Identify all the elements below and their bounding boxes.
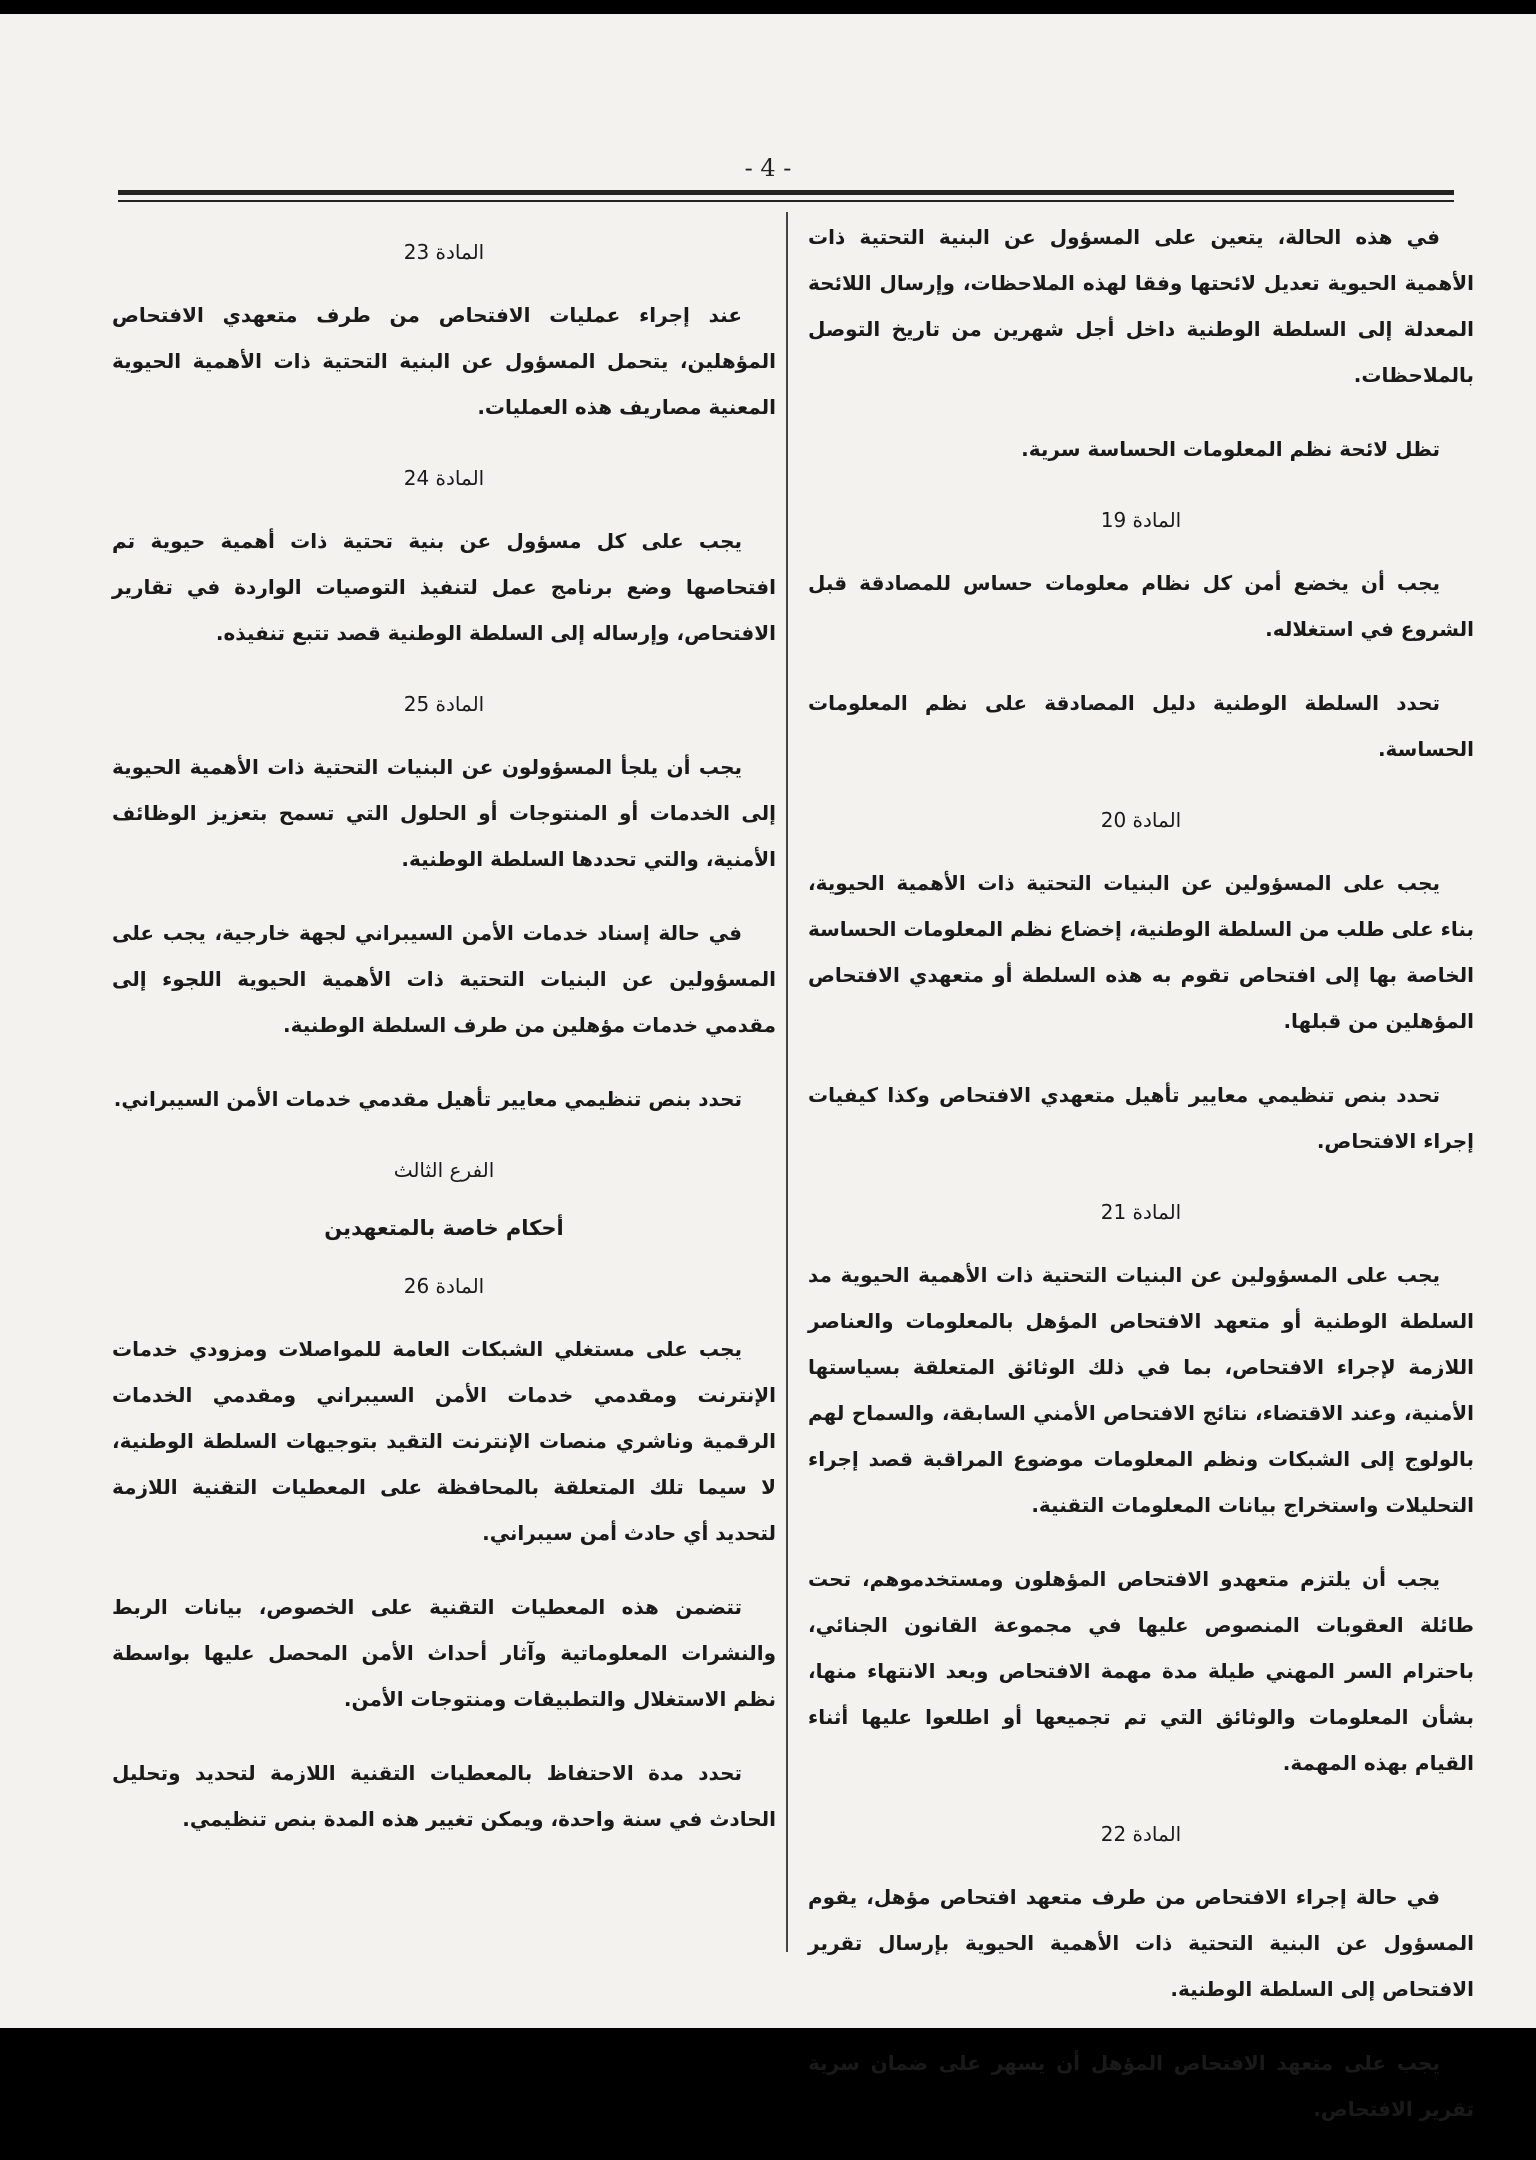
article-heading: المادة 26 (403, 1274, 485, 1298)
header-rule-thin (118, 200, 1454, 202)
paragraph: في هذه الحالة، يتعين على المسؤول عن البنية التحتية ذات الأهمية الحيوية تعديل لائحتها وفقا لهذه الملاحظات، وإرسال اللائحة المعدلة إلى السلطة الوطنية داخل أجل شهرين من تاريخ التوصل بالملاحظات. (808, 225, 1474, 387)
article-heading: المادة 23 (403, 240, 485, 264)
paragraph: تتضمن هذه المعطيات التقنية على الخصوص، بيانات الربط والنشرات المعلوماتية وآثار أحداث الأمن المحصل عليها بواسطة نظم الاستغلال والتطبيقات ومنتوجات الأمن. (112, 1595, 776, 1711)
paragraph: تحدد بنص تنظيمي معايير تأهيل متعهدي الافتحاص وكذا كيفيات إجراء الافتحاص. (808, 1083, 1474, 1153)
paragraph: في حالة إجراء الافتحاص من طرف متعهد افتحاص مؤهل، يقوم المسؤول عن البنية التحتية ذات الأهمية الحيوية بإرسال تقرير الافتحاص إلى السلطة الوطنية. (808, 1885, 1474, 2001)
paragraph: يجب على المسؤولين عن البنيات التحتية ذات الأهمية الحيوية مد السلطة الوطنية أو متعهد الافتحاص المؤهل بالمعلومات والعناصر اللازمة لإجراء الافتحاص، بما في ذلك الوثائق المتعلقة بسياستها الأمنية، وعند الاقتضاء، نتائج الافتحاص الأمني السابقة، والسماح لهم بالولوج إلى الشبكات ونظم المعلومات موضوع المراقبة قصد إجراء التحليلات واستخراج بيانات المعلومات التقنية. (808, 1263, 1474, 1517)
paragraph: تحدد بنص تنظيمي معايير تأهيل مقدمي خدمات الأمن السيبراني. (113, 1087, 742, 1111)
article-heading: المادة 25 (403, 692, 485, 716)
column-divider (786, 212, 788, 1952)
section-heading: الفرع الثالث (393, 1158, 495, 1182)
paragraph: تحدد مدة الاحتفاظ بالمعطيات التقنية اللازمة لتحديد وتحليل الحادث في سنة واحدة، ويمكن تغيير هذه المدة بنص تنظيمي. (112, 1761, 776, 1831)
paragraph: يجب على مستغلي الشبكات العامة للمواصلات ومزودي خدمات الإنترنت ومقدمي خدمات الأمن السيبراني ومقدمي الخدمات الرقمية وناشري منصات الإنترنت التقيد بتوجيهات السلطة الوطنية، لا سيما تلك المتعلقة بالمحافظة على المعطيات التقنية اللازمة لتحديد أي حادث أمن سيبراني. (112, 1337, 776, 1545)
paragraph: يجب على المسؤولين عن البنيات التحتية ذات الأهمية الحيوية، بناء على طلب من السلطة الوطنية، إخضاع نظم المعلومات الحساسة الخاصة بها إلى افتحاص تقوم به هذه السلطة أو متعهدي الافتحاص المؤهلين من قبلها. (808, 871, 1474, 1033)
paragraph: يجب أن يلجأ المسؤولون عن البنيات التحتية ذات الأهمية الحيوية إلى الخدمات أو المنتوجات أو الحلول التي تسمح بتعزيز الوظائف الأمنية، والتي تحددها السلطة الوطنية. (112, 755, 776, 871)
section-title: أحكام خاصة بالمتعهدين (324, 1216, 564, 1240)
article-heading: المادة 21 (1100, 1200, 1182, 1224)
paragraph: يجب أن يلتزم متعهدو الافتحاص المؤهلون ومستخدموهم، تحت طائلة العقوبات المنصوص عليها في مجموعة القانون الجنائي، باحترام السر المهني طيلة مدة مهمة الافتحاص وبعد الانتهاء منها، بشأن المعلومات والوثائق التي تم تجميعها أو اطلعوا عليها أثناء القيام بهذه المهمة. (808, 1567, 1474, 1775)
right-column (808, 214, 1474, 2160)
paragraph: تحدد السلطة الوطنية دليل المصادقة على نظم المعلومات الحساسة. (808, 691, 1474, 761)
paragraph: يجب على كل مسؤول عن بنية تحتية ذات أهمية حيوية تم افتحاصها وضع برنامج عمل لتنفيذ التوصيات الواردة في تقارير الافتحاص، وإرساله إلى السلطة الوطنية قصد تتبع تنفيذه. (112, 529, 776, 645)
article-heading: المادة 20 (1100, 808, 1182, 832)
left-column (112, 214, 776, 1870)
document-page (0, 14, 1536, 2121)
page-number: - 4 - (744, 154, 792, 182)
paragraph: يجب على متعهد الافتحاص المؤهل أن يسهر على ضمان سرية تقرير الافتحاص. (808, 2051, 1474, 2121)
article-heading: المادة 19 (1100, 508, 1182, 532)
article-heading: المادة 22 (1100, 1822, 1182, 1846)
paragraph: تظل لائحة نظم المعلومات الحساسة سرية. (1021, 437, 1440, 461)
header-rule-thick (118, 190, 1454, 195)
paragraph: عند إجراء عمليات الافتحاص من طرف متعهدي الافتحاص المؤهلين، يتحمل المسؤول عن البنية التحتية ذات الأهمية الحيوية المعنية مصاريف هذه العمليات. (112, 303, 776, 419)
paragraph: يجب أن يخضع أمن كل نظام معلومات حساس للمصادقة قبل الشروع في استغلاله. (808, 571, 1474, 641)
paragraph: في حالة إسناد خدمات الأمن السيبراني لجهة خارجية، يجب على المسؤولين عن البنيات التحتية ذات الأهمية الحيوية اللجوء إلى مقدمي خدمات مؤهلين من طرف السلطة الوطنية. (112, 921, 776, 1037)
article-heading: المادة 24 (403, 466, 485, 490)
